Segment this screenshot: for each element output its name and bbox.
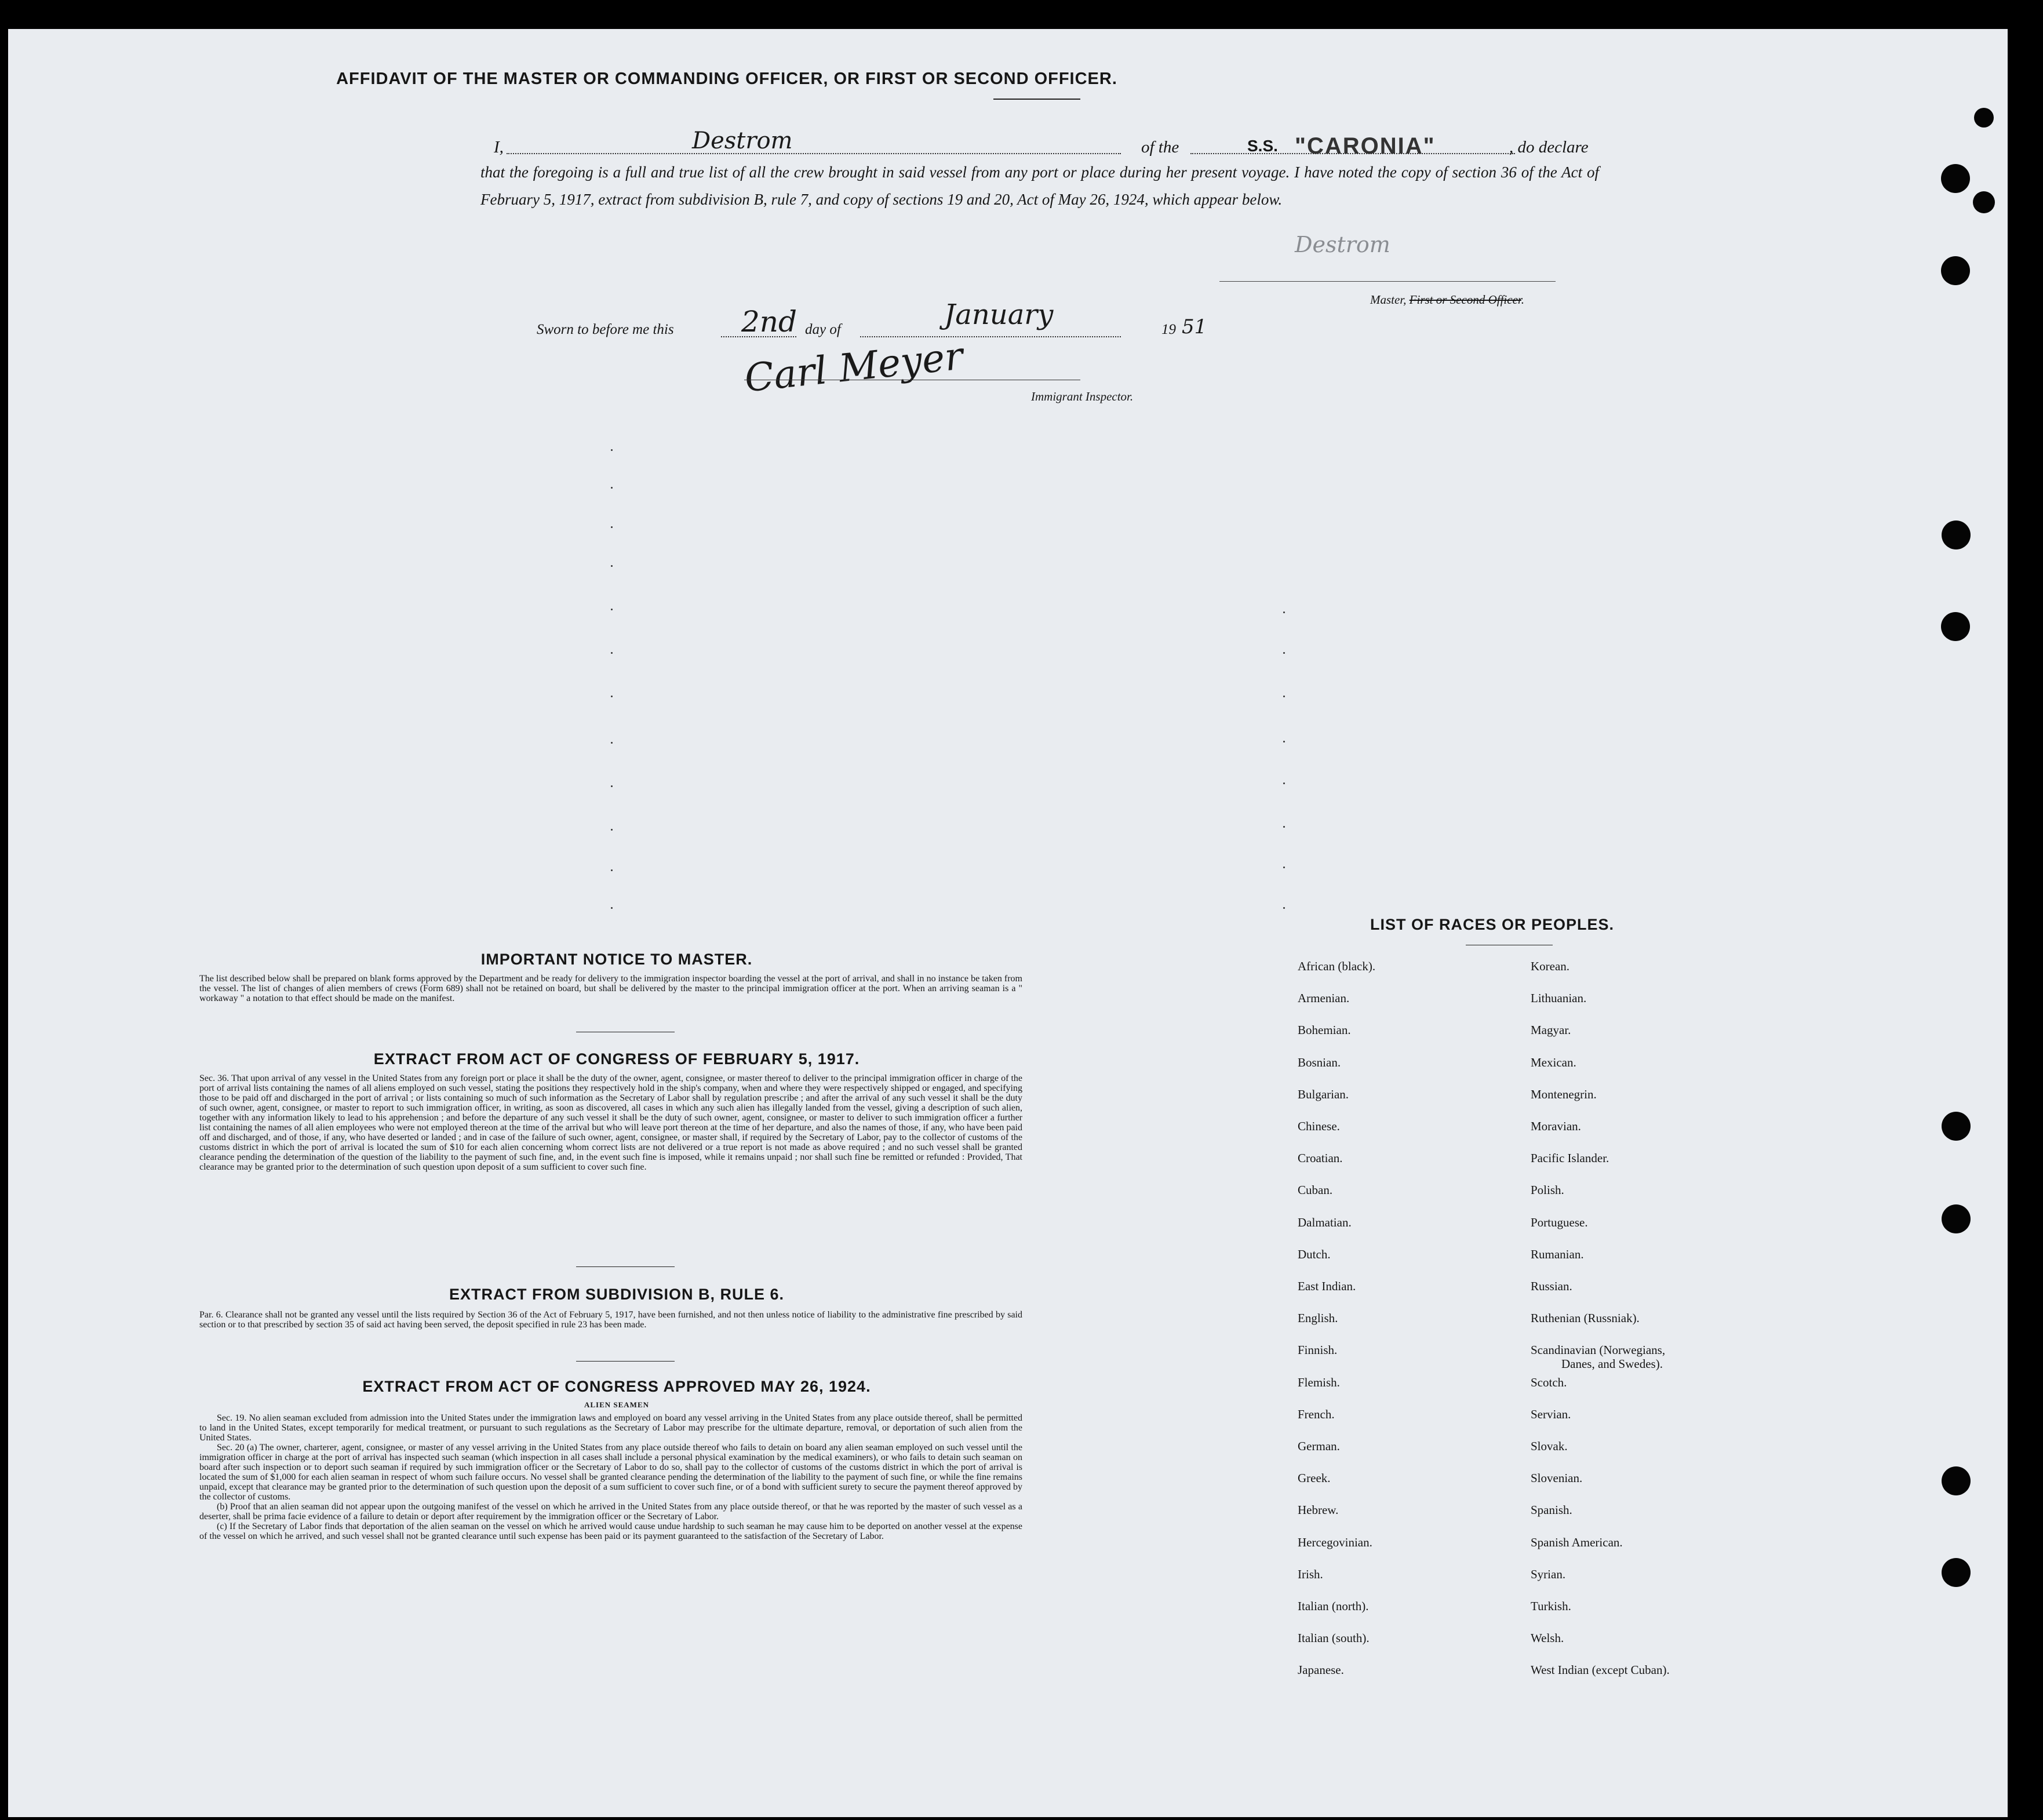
- column-dot: [611, 565, 613, 567]
- punch-hole: [1941, 612, 1970, 641]
- race-item: Slovenian.: [1531, 1471, 1583, 1486]
- race-item: Bohemian.: [1298, 1023, 1351, 1038]
- sworn-month-line: [860, 336, 1121, 337]
- column-dot: [1283, 907, 1285, 909]
- race-item: Spanish American.: [1531, 1535, 1623, 1549]
- column-dot: [611, 869, 613, 871]
- subdivision-b-text: [199, 1310, 1022, 1330]
- subdivision-b-par: Par. 6.: [199, 1310, 223, 1320]
- column-dot: [611, 696, 613, 697]
- column-dot: [611, 487, 613, 489]
- sworn-prefix: Sworn to before me this: [537, 322, 674, 337]
- race-item: Montenegrin.: [1531, 1087, 1597, 1101]
- race-item: Finnish.: [1298, 1343, 1338, 1357]
- extract-1917-title: EXTRACT FROM ACT OF CONGRESS OF FEBRUARY 5, 1917.: [373, 1050, 860, 1068]
- sec-20a-text: Sec. 20 (a) The owner, charterer, agent, consignee, or master of any vessel arriving in the United States from any place outside thereof who fails to detain on board any alien seaman employed on such vessel until the immigration officer in charge at the port of arrival has inspected such seaman (which inspection in all cases shall include a personal physical examination by the medical examiners), or who fails to detain such seaman on board after such inspection or to deport such seaman if required by such immigration officer or the Secretary of Labor to do so, shall pay to the collector of customs of the customs district in which the port of arrival is located the sum of $1,000 for each alien seaman in respect of whom such failure occurs. No vessel shall be granted clearance pending the determination of the liability to the payment of such fine, or while the fine remains unpaid, except that clearance may be granted prior to the determination of such question upon the deposit of a sum sufficient to cover such fine, or of a bond with sufficient surety to secure the payment thereof approved by the collector of customs.: [199, 1443, 1022, 1502]
- race-item: Armenian.: [1298, 991, 1350, 1006]
- subdivision-b-title: EXTRACT FROM SUBDIVISION B, RULE 6.: [449, 1286, 785, 1303]
- race-item: French.: [1298, 1407, 1335, 1421]
- race-item: East Indian.: [1298, 1279, 1356, 1293]
- master-end: .: [1521, 293, 1524, 307]
- inspector-label: Immigrant Inspector.: [1031, 390, 1134, 403]
- race-item: Scandinavian (Norwegians,: [1531, 1343, 1666, 1357]
- race-item: Scotch.: [1531, 1375, 1567, 1389]
- race-item: Ruthenian (Russniak).: [1531, 1311, 1640, 1326]
- race-item: West Indian (except Cuban).: [1531, 1663, 1670, 1677]
- race-item: Portuguese.: [1531, 1215, 1588, 1229]
- manifest-page: [8, 29, 2008, 1817]
- sworn-day-of: day of: [805, 322, 841, 337]
- signer-name: Destrom: [692, 128, 793, 154]
- punch-hole: [1974, 108, 1994, 128]
- alien-seamen-subtitle: ALIEN SEAMEN: [584, 1400, 650, 1409]
- race-item: Danes, and Swedes).: [1561, 1357, 1663, 1371]
- race-item: Spanish.: [1531, 1503, 1572, 1517]
- race-item: Slovak.: [1531, 1439, 1568, 1453]
- race-item: Croatian.: [1298, 1151, 1343, 1166]
- race-item: English.: [1298, 1311, 1338, 1326]
- race-item: Pacific Islander.: [1531, 1151, 1609, 1166]
- race-item: Syrian.: [1531, 1567, 1566, 1581]
- race-item: Greek.: [1298, 1471, 1331, 1486]
- race-item: Magyar.: [1531, 1023, 1571, 1038]
- races-title: LIST OF RACES OR PEOPLES.: [1370, 916, 1615, 933]
- race-item: Mexican.: [1531, 1055, 1576, 1069]
- sworn-year-suffix: 51: [1182, 315, 1207, 338]
- notice-title: IMPORTANT NOTICE TO MASTER.: [480, 951, 753, 968]
- sec-20b-text: (b) Proof that an alien seaman did not appear upon the outgoing manifest of the vessel on which he arrived in the United States from any place outside thereof, or that he was reported by the master of such vessel as a deserter, shall be prima facie evidence of a failure to detain or deport after requirement by the immigration officer or the Secretary of Labor.: [199, 1502, 1022, 1521]
- master-label: Master,: [1370, 293, 1407, 307]
- race-item: Dalmatian.: [1298, 1215, 1352, 1229]
- declaration-paragraph: that the foregoing is a full and true list of all the crew brought in said vessel from any port or place during her present voyage. I have noted the copy of section 36 of the Act of February 5, 1917, extract from subdivision B, rule 7, and copy of sections 19 and 20, Act of May 26, 1924, which appear below.: [480, 163, 1599, 208]
- race-item: Irish.: [1298, 1567, 1323, 1581]
- notice-text: The list described below shall be prepared on blank forms approved by the Department and be ready for delivery to the immigration inspector boarding the vessel at the port of arrival, and shall in no instance be taken from the vessel. The list of changes of alien members of crews (Form 689) shall not be retained on board, but shall be delivered by the master to the principal immigration officer at the port. When an arriving seaman is a " workaway " a notation to that effect should be made on the manifest.: [199, 974, 1022, 1003]
- race-item: Cuban.: [1298, 1183, 1333, 1197]
- race-item: Welsh.: [1531, 1631, 1564, 1646]
- race-item: German.: [1298, 1439, 1340, 1453]
- punch-hole: [1973, 191, 1995, 213]
- master-signature: Destrom: [1295, 232, 1390, 257]
- affidavit-title: AFFIDAVIT OF THE MASTER OR COMMANDING OFFICER, OR FIRST OR SECOND OFFICER.: [336, 70, 1117, 88]
- race-item: Hebrew.: [1298, 1503, 1339, 1517]
- extract-1924-text: [199, 1413, 1022, 1541]
- column-dot: [611, 652, 613, 654]
- do-declare: , do declare: [1509, 138, 1589, 156]
- of-the-label: of the: [1141, 138, 1179, 156]
- race-item: Polish.: [1531, 1183, 1564, 1197]
- race-item: Hercegovinian.: [1298, 1535, 1372, 1549]
- sworn-year-prefix: 19: [1161, 322, 1176, 337]
- race-item: Bulgarian.: [1298, 1087, 1349, 1101]
- race-item: Italian (south).: [1298, 1631, 1370, 1646]
- column-dot: [611, 785, 613, 787]
- name-fill-line: [507, 153, 1121, 154]
- extract-1917-body: That upon arrival of any vessel in the United States from any foreign port or place it shall be the duty of the owner, agent, consignee, or master thereof to deliver to the principal immigration officer in charge of the port of arrival lists containing the names of all aliens employed on such vessel, stating the positions they respectively hold in the ship's company, when and where they were respectively shipped or engaged, and specifying those to be paid off and discharged in the port of arrival ; or lists containing so much of such information as the Secretary of Labor shall by regulation prescribe ; and after the arrival of any such vessel it shall be the duty of such owner, agent, consignee, or master to report to such immigration officer, in writing, as soon as discovered, all cases in which any such alien has illegally landed from the vessel, giving a description of such alien, together with any information likely to lead to his apprehension ; and before the departure of any such vessel it shall be the duty of such owner, agent, consignee, or master to deliver to such immigration officer a further list containing the names of all alien employees who were not employed thereon at the time of the arrival but who will leave port thereon at the time of her departure, and also the names of those, if any, who have been paid off and discharged, and of those, if any, who have deserted or landed ; and in case of the failure of such owner, agent, consignee, or master shall, if required by the Secretary of Labor, pay to the collector of customs of the customs district in which the port of arrival is located the sum of $10 for each alien concerning whom correct lists are not delivered or a true report is not made as above required ; and no such vessel shall be granted clearance pending the determination of the question of the liability to the payment of such fine, and, in the event such fine is imposed, while it remains unpaid ; nor shall such fine be remitted or refunded : Provided, That clearance may be granted prior to the determination of such question upon deposit of a sum sufficient to cover such fine.: [199, 1073, 1023, 1172]
- extract-1917-text: [199, 1073, 1022, 1172]
- column-dot: [611, 526, 613, 528]
- race-item: Korean.: [1531, 959, 1570, 973]
- sworn-day: 2nd: [741, 305, 797, 338]
- race-item: Bosnian.: [1298, 1055, 1341, 1069]
- race-item: Flemish.: [1298, 1375, 1340, 1389]
- column-dot: [1283, 867, 1285, 868]
- master-strike: First or Second Officer: [1409, 293, 1521, 307]
- race-item: Servian.: [1531, 1407, 1571, 1421]
- column-dot: [611, 609, 613, 610]
- title-rule: [993, 99, 1080, 100]
- race-item: Japanese.: [1298, 1663, 1344, 1677]
- race-item: Italian (north).: [1298, 1599, 1369, 1613]
- punch-hole: [1941, 256, 1970, 285]
- extract-1917-sec: Sec. 36.: [199, 1073, 230, 1083]
- column-dot: [1283, 826, 1285, 828]
- punch-hole: [1942, 1558, 1971, 1587]
- column-dot: [1283, 782, 1285, 784]
- punch-hole: [1942, 1112, 1971, 1141]
- master-sig-line: [1219, 281, 1556, 282]
- subdivision-b-body: Clearance shall not be granted any vessel until the lists required by Section 36 of the Act of February 5, 1917, have been furnished, and not then unless notice of liability to the administrative fine prescribed by said section or to that prescribed by section 35 of said act having been served, the deposit specified in rule 23 has been made.: [199, 1310, 1022, 1330]
- column-dot: [611, 449, 613, 451]
- race-item: Turkish.: [1531, 1599, 1571, 1613]
- column-dot: [1283, 741, 1285, 742]
- ship-name: "CARONIA": [1295, 133, 1436, 159]
- race-item: Dutch.: [1298, 1247, 1331, 1261]
- sworn-month: January: [944, 299, 1054, 331]
- punch-hole: [1941, 164, 1970, 193]
- column-dot: [611, 742, 613, 744]
- master-label-line: [1370, 293, 1524, 307]
- i-label: I,: [494, 138, 504, 156]
- sec-19-text: Sec. 19. No alien seaman excluded from admission into the United States under the immigration laws and employed on board any vessel arriving in the United States from any place outside thereof, shall be permitted to land in the United States, except temporarily for medical treatment, or pursuant to such regulations as the Secretary of Labor may prescribe for the ultimate departure, removal, or deportation of such alien from the United States.: [199, 1413, 1022, 1443]
- extract-1917-rule: [576, 1266, 675, 1267]
- column-dot: [1283, 611, 1285, 613]
- punch-hole: [1942, 1204, 1971, 1233]
- subdivision-b-rule: [576, 1361, 675, 1362]
- inspector-signature: Carl Meyer: [742, 333, 966, 401]
- punch-hole: [1942, 1466, 1971, 1495]
- sec-20c-text: (c) If the Secretary of Labor finds that deportation of the alien seaman on the vessel on which he arrived would cause undue hardship to such seaman he may cause him to be deported on another vessel at the expense of the vessel on which he arrived, and such vessel shall not be granted clearance until such expense has been paid or its payment guaranteed to the satisfaction of the Secretary of Labor.: [199, 1521, 1022, 1541]
- race-item: Moravian.: [1531, 1119, 1581, 1133]
- column-dot: [1283, 652, 1285, 654]
- race-item: Russian.: [1531, 1279, 1572, 1293]
- race-item: Lithuanian.: [1531, 991, 1587, 1006]
- column-dot: [1283, 696, 1285, 697]
- punch-hole: [1942, 520, 1971, 549]
- column-dot: [611, 907, 613, 909]
- ship-prefix: S.S.: [1247, 137, 1278, 155]
- race-item: African (black).: [1298, 959, 1376, 973]
- race-item: Rumanian.: [1531, 1247, 1584, 1261]
- extract-1924-title: EXTRACT FROM ACT OF CONGRESS APPROVED MAY 26, 1924.: [362, 1378, 871, 1395]
- race-item: Chinese.: [1298, 1119, 1340, 1133]
- column-dot: [611, 829, 613, 831]
